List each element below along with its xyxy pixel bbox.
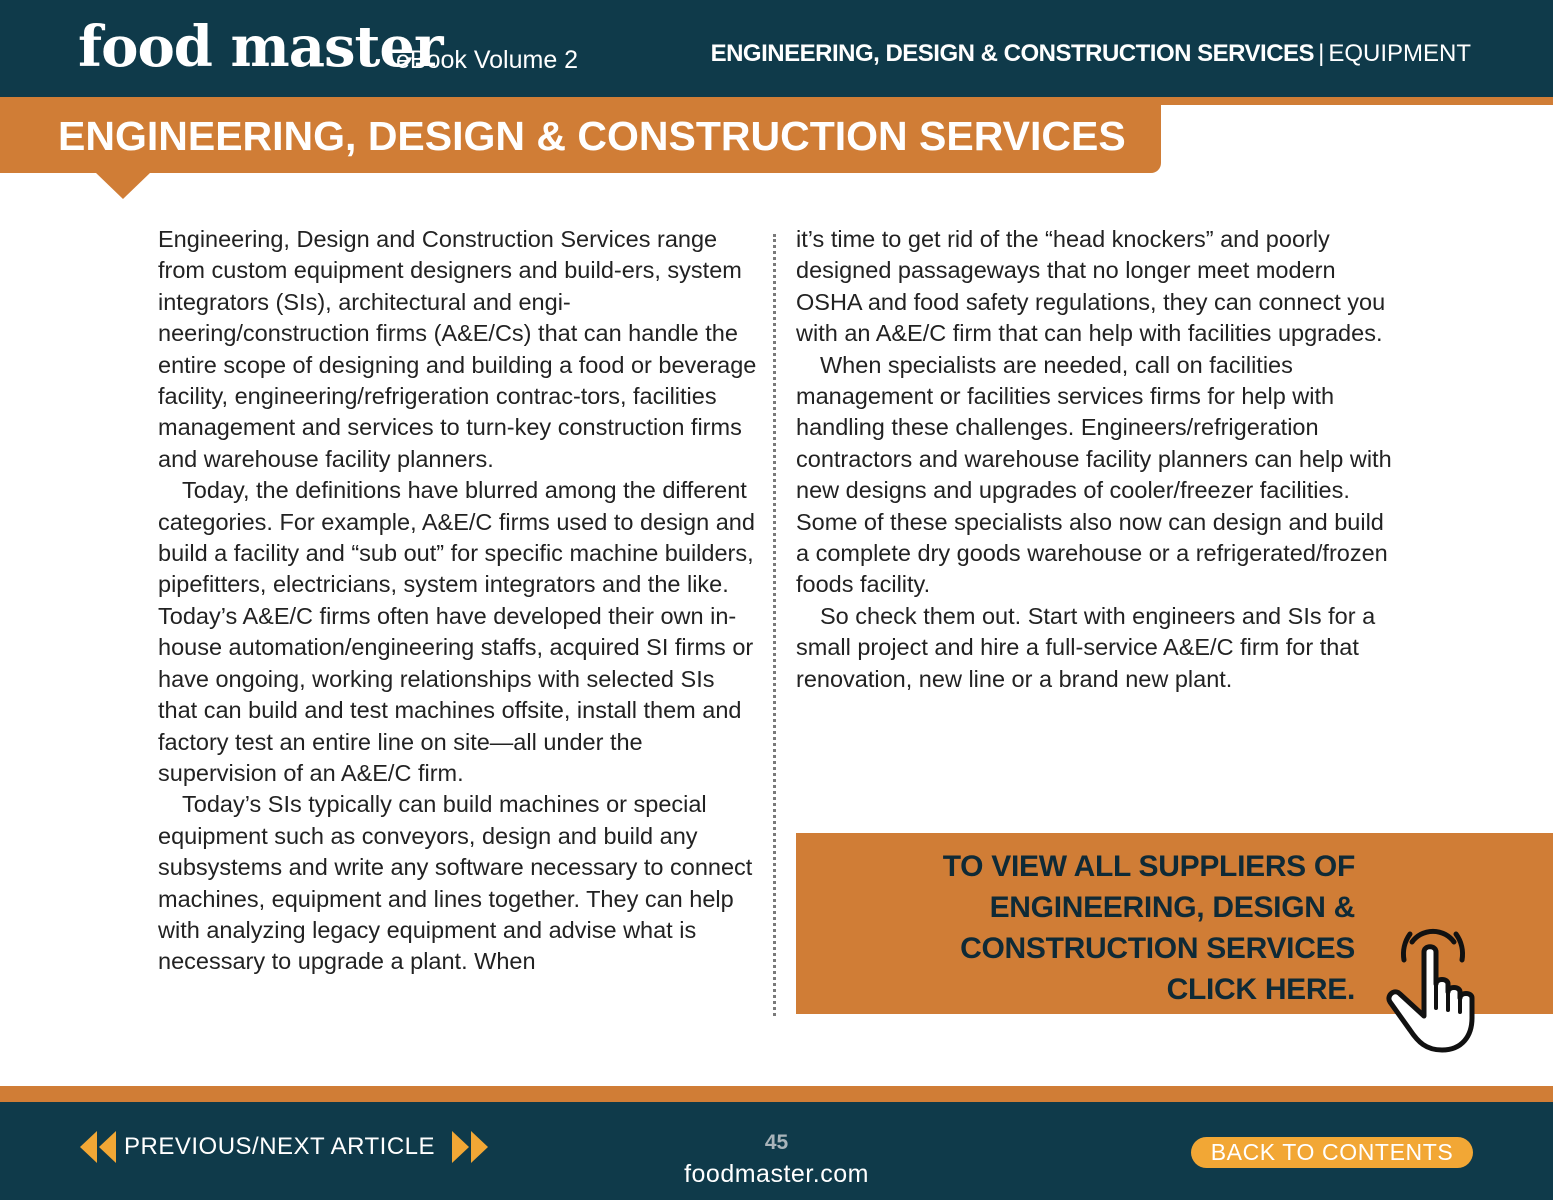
cta-line: ENGINEERING, DESIGN &: [989, 891, 1355, 924]
article-column-right: [796, 224, 1396, 695]
cta-line: CLICK HERE.: [1166, 973, 1355, 1006]
site-link[interactable]: foodmaster.com: [684, 1160, 869, 1188]
logo: food master: [78, 14, 443, 80]
back-to-contents-button[interactable]: BACK TO CONTENTS: [1191, 1137, 1473, 1168]
paragraph: Engineering, Design and Construction Services range from custom equipment designers and build-ers, system integrators (SIs), architectural and engi-neering/construction firms (A&E/Cs) that can handle the entire scope of designing and building a food or beverage facility, engineering/refrigeration contrac-tors, facilities management and services to turn-key construction firms and warehouse facility planners.: [158, 226, 757, 472]
banner-pointer: [95, 172, 151, 199]
paragraph: it’s time to get rid of the “head knockers” and poorly designed passageways that no longer meet modern OSHA and food safety regulations, they can connect you with an A&E/C firm that can help with facilities upgrades.: [796, 226, 1386, 347]
article-column-left: [158, 224, 758, 978]
section-tag-separator: |: [1318, 40, 1325, 67]
section-tag-title: ENGINEERING, DESIGN & CONSTRUCTION SERVICES: [710, 40, 1315, 67]
column-divider: [773, 234, 776, 1016]
section-tag: [711, 40, 1471, 68]
paragraph: Today, the definitions have blurred among the different categories. For example, A&E/C firms used to design and build a facility and “sub out” for specific machine builders, pipefitters, electricians, system integrators and the like. Today’s A&E/C firms often have developed their own in-house automation/engineering staffs, acquired SI firms or have ongoing, working relationships with selected SIs that can build and test machines offsite, install them and factory test an entire line on site—all under the supervision of an A&E/C firm.: [158, 477, 755, 786]
suppliers-cta-link[interactable]: [820, 846, 1355, 1010]
paragraph: When specialists are needed, call on facilities management or facilities services firms for help with handling these challenges. Engineers/refrigeration contractors and warehouse facility planners can help with new designs and upgrades of cooler/freezer facilities. Some of these specialists also now can design and build a complete dry goods warehouse or a refrigerated/frozen foods facility.: [796, 351, 1392, 598]
prev-next-article-label[interactable]: PREVIOUS/NEXT ARTICLE: [124, 1133, 436, 1160]
page-title: ENGINEERING, DESIGN & CONSTRUCTION SERVICES: [58, 113, 1126, 159]
section-tag-category: EQUIPMENT: [1328, 40, 1471, 67]
pointing-hand-icon[interactable]: [1380, 912, 1492, 1057]
footer-band: [0, 1086, 1553, 1102]
paragraph: Today’s SIs typically can build machines or special equipment such as conveyors, design and build any subsystems and write any software necessary to connect machines, equipment and lines together. They can help with analyzing legacy equipment and advise what is necessary to upgrade a plant. When: [158, 791, 753, 975]
ebook-volume: eBook Volume 2: [396, 46, 579, 74]
paragraph: So check them out. Start with engineers and SIs for a small project and hire a full-service A&E/C firm for that renovation, new line or a brand new plant.: [796, 602, 1376, 692]
cta-line: CONSTRUCTION SERVICES: [960, 932, 1355, 965]
cta-line: TO VIEW ALL SUPPLIERS OF: [942, 850, 1355, 883]
page-number: 45: [764, 1131, 789, 1154]
